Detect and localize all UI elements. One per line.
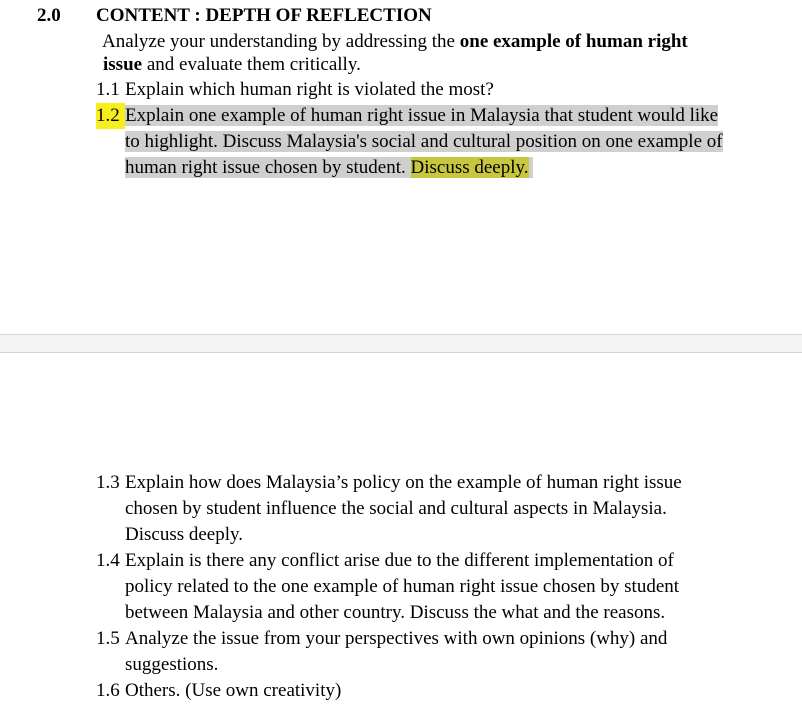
- question-1-5-line-2: [125, 652, 218, 678]
- selection-tail: [529, 157, 534, 178]
- question-1-3: [96, 470, 682, 496]
- question-text: Explain how does Malaysia’s policy on the example of human right issue: [125, 472, 682, 493]
- intro-line-2: [103, 52, 361, 78]
- question-number: 1.3: [96, 472, 120, 493]
- question-1-3-line-2: [125, 496, 667, 522]
- question-text: Explain which human right is violated the most?: [125, 79, 494, 100]
- document-page-1: [0, 0, 802, 334]
- intro-emphasis-2: issue: [103, 54, 143, 75]
- question-text: between Malaysia and other country. Discuss the what and the reasons.: [125, 602, 666, 623]
- question-1-4: [96, 548, 674, 574]
- intro-text-2: and evaluate them critically.: [142, 54, 361, 75]
- question-1-4-line-2: [125, 574, 679, 600]
- question-1-2-line-2: [125, 129, 723, 155]
- question-number: 1.6: [96, 680, 120, 701]
- intro-emphasis: one example of human right: [459, 31, 688, 52]
- discuss-deeply-highlight: Discuss deeply.: [410, 157, 529, 178]
- question-1-6: [96, 678, 341, 704]
- question-1-4-line-3: [125, 600, 665, 626]
- question-1-3-line-3: [125, 522, 243, 548]
- question-text: Explain is there any conflict arise due to the different implementation of: [125, 550, 674, 571]
- section-title: CONTENT : DEPTH OF REFLECTION: [96, 5, 432, 26]
- question-text-selected: to highlight. Discuss Malaysia's social and cultural position on one example of: [125, 131, 723, 152]
- question-number: 1.4: [96, 550, 120, 571]
- question-number-highlighted: 1.2: [96, 103, 125, 129]
- question-text: suggestions.: [125, 654, 219, 675]
- question-text-selected: Explain one example of human right issue in Malaysia that student would like: [125, 105, 719, 126]
- question-text: Analyze the issue from your perspectives with own opinions (why) and: [125, 628, 668, 649]
- question-text-selected: human right issue chosen by student.: [125, 157, 411, 178]
- question-text: chosen by student influence the social and cultural aspects in Malaysia.: [125, 498, 667, 519]
- question-number: 1.1: [96, 79, 120, 100]
- question-1-1: [96, 77, 494, 103]
- document-page-2: [0, 353, 802, 711]
- question-number: 1.5: [96, 628, 120, 649]
- question-1-5: [96, 626, 667, 652]
- question-text: Discuss deeply.: [125, 524, 244, 545]
- question-1-2: [96, 103, 718, 129]
- question-text: policy related to the one example of human right issue chosen by student: [125, 576, 680, 597]
- question-1-2-line-3: [125, 155, 533, 181]
- section-number: 2.0: [37, 5, 61, 26]
- question-text: Others. (Use own creativity): [125, 680, 342, 701]
- intro-text: Analyze your understanding by addressing the: [102, 31, 460, 52]
- page-break-gap: [0, 334, 802, 353]
